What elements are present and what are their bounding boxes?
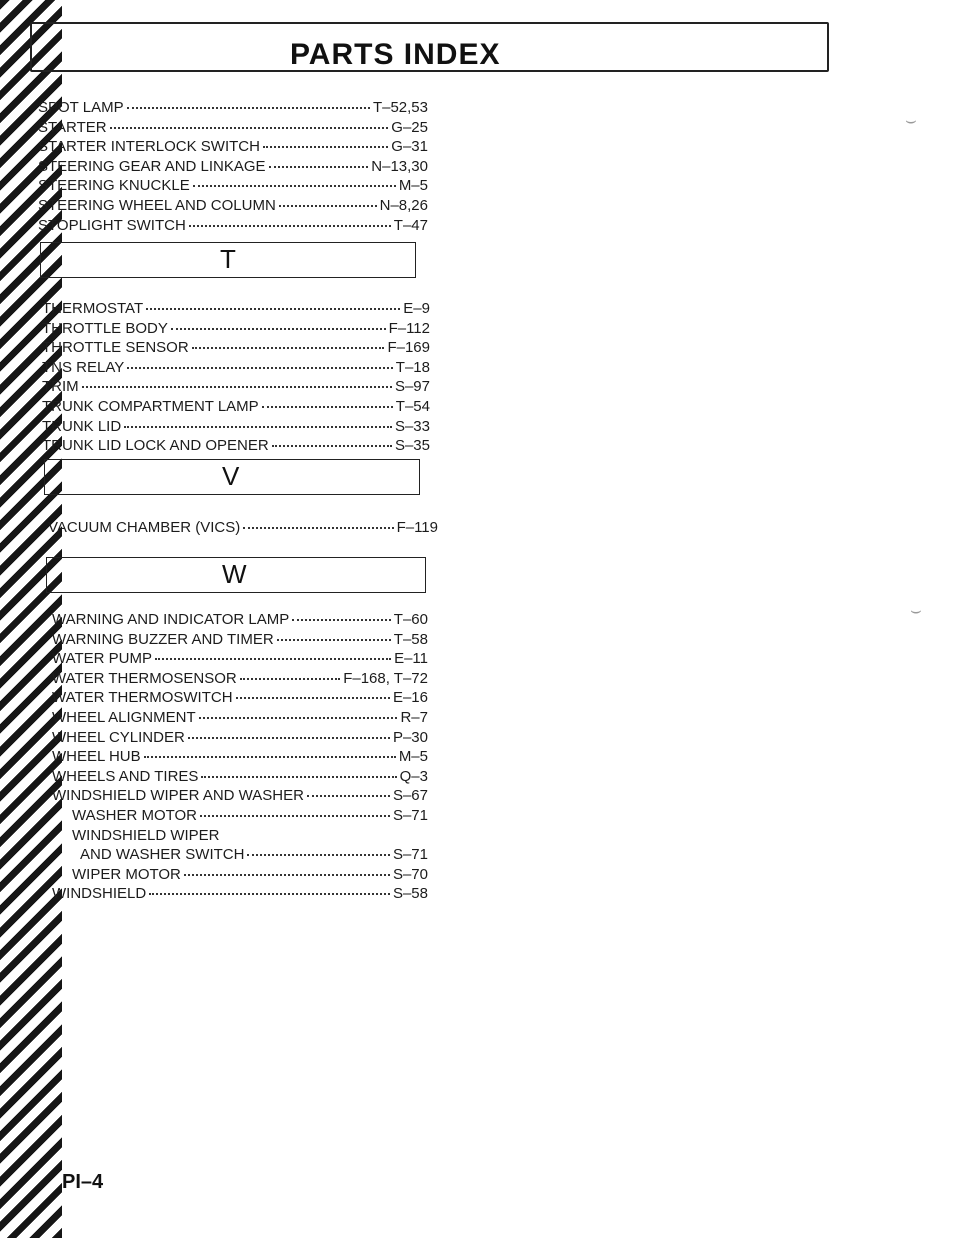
- entry-page-ref: E–16: [392, 689, 428, 707]
- index-entry: [52, 649, 428, 669]
- leader-dots: [144, 756, 396, 758]
- leader-dots: [240, 678, 340, 680]
- index-entry: [52, 630, 428, 650]
- entry-page-ref: T–47: [393, 216, 428, 234]
- index-entry: [52, 845, 428, 865]
- leader-dots: [279, 205, 377, 207]
- index-entry: [48, 518, 438, 538]
- entry-name: STARTER INTERLOCK SWITCH: [38, 138, 260, 156]
- index-entry: [38, 216, 428, 236]
- entry-name: WATER PUMP: [52, 650, 152, 668]
- entry-page-ref: M–5: [398, 748, 428, 766]
- entry-name: TRUNK LID LOCK AND OPENER: [42, 437, 269, 455]
- index-entry: [52, 884, 428, 904]
- leader-dots: [236, 697, 390, 699]
- index-entry: [52, 610, 428, 630]
- leader-dots: [127, 367, 393, 369]
- entry-page-ref: S–97: [394, 378, 430, 396]
- entry-name: TRUNK COMPARTMENT LAMP: [42, 397, 259, 415]
- entry-name: WHEEL ALIGNMENT: [52, 708, 196, 726]
- index-entry: [42, 436, 430, 456]
- index-entry: [42, 417, 430, 437]
- entry-name: THERMOSTAT: [42, 300, 144, 317]
- index-entry: [38, 98, 428, 118]
- entry-page-ref: T–54: [395, 397, 430, 415]
- entry-page-ref: T–52,53: [372, 99, 428, 116]
- entry-name: AND WASHER SWITCH: [80, 846, 245, 864]
- leader-dots: [110, 127, 389, 129]
- entry-page-ref: F–169: [387, 339, 430, 357]
- index-entry: [52, 806, 428, 826]
- index-entry: [38, 118, 428, 138]
- entry-page-ref: S–35: [394, 437, 430, 455]
- index-entry: [52, 708, 428, 728]
- entry-page-ref: M–5: [398, 177, 428, 195]
- entry-page-ref: S–71: [392, 846, 428, 864]
- entry-name: WHEELS AND TIRES: [52, 767, 199, 785]
- leader-dots: [200, 815, 390, 817]
- entry-name: WHEEL CYLINDER: [52, 728, 185, 746]
- entry-name: WINDSHIELD WIPER: [72, 826, 220, 844]
- entry-name: SPOT LAMP: [38, 99, 124, 116]
- index-entry: [52, 767, 428, 787]
- leader-dots: [192, 347, 385, 349]
- entry-name: TRUNK LID: [42, 417, 122, 435]
- entry-page-ref: E–9: [403, 300, 430, 317]
- leader-dots: [243, 527, 393, 529]
- index-entry: [52, 865, 428, 885]
- entry-page-ref: P–30: [392, 728, 428, 746]
- index-entry: [42, 338, 430, 358]
- entry-page-ref: G–25: [391, 118, 428, 136]
- entry-name: STARTER: [38, 118, 107, 136]
- entry-name: WASHER MOTOR: [72, 806, 198, 824]
- scan-mark: ⌣: [905, 110, 917, 130]
- entry-name: STOPLIGHT SWITCH: [38, 216, 186, 234]
- entry-page-ref: T–58: [393, 630, 428, 648]
- index-entry: [42, 397, 430, 417]
- entry-page-ref: S–58: [392, 885, 428, 903]
- entry-name: STEERING KNUCKLE: [38, 177, 190, 195]
- leader-dots: [269, 166, 369, 168]
- leader-dots: [184, 874, 390, 876]
- leader-dots: [193, 185, 396, 187]
- leader-dots: [188, 737, 390, 739]
- entry-name: STEERING GEAR AND LINKAGE: [38, 157, 266, 175]
- entry-page-ref: F–112: [388, 319, 430, 337]
- index-entry: [52, 669, 428, 689]
- leader-dots: [263, 146, 388, 148]
- leader-dots: [201, 776, 396, 778]
- entry-page-ref: R–7: [400, 708, 428, 726]
- leader-dots: [82, 386, 392, 388]
- leader-dots: [262, 406, 393, 408]
- section-letter-w: W: [222, 559, 247, 589]
- entry-page-ref: Q–3: [399, 767, 428, 785]
- entry-name: THROTTLE BODY: [42, 319, 168, 337]
- entry-page-ref: S–71: [392, 806, 428, 824]
- leader-dots: [146, 308, 400, 310]
- leader-dots: [171, 328, 386, 330]
- entry-name: WATER THERMOSWITCH: [52, 689, 233, 707]
- index-entry: [42, 299, 430, 319]
- index-entry: [52, 747, 428, 767]
- entry-page-ref: N–13,30: [371, 157, 428, 175]
- entries-t: [42, 299, 430, 456]
- section-letter-v: V: [222, 461, 240, 491]
- entry-name: WATER THERMOSENSOR: [52, 669, 237, 687]
- leader-dots: [149, 893, 390, 895]
- entry-page-ref: S–70: [392, 865, 428, 883]
- entries-w: [52, 610, 428, 904]
- entry-name: WINDSHIELD WIPER AND WASHER: [52, 787, 304, 805]
- index-entry: [38, 196, 428, 216]
- leader-dots: [272, 445, 392, 447]
- entry-page-ref: T–60: [393, 611, 428, 628]
- entry-name: WIPER MOTOR: [72, 865, 181, 883]
- index-entry: [42, 319, 430, 339]
- index-entry: [38, 176, 428, 196]
- entry-name: WARNING BUZZER AND TIMER: [52, 630, 274, 648]
- index-entry: [52, 688, 428, 708]
- index-entry: [42, 377, 430, 397]
- entry-name: WINDSHIELD: [52, 885, 147, 903]
- leader-dots: [199, 717, 398, 719]
- leader-dots: [247, 854, 390, 856]
- entry-page-ref: N–8,26: [379, 196, 428, 214]
- page-number: PI–4: [62, 1171, 104, 1193]
- index-entry: [38, 137, 428, 157]
- entry-page-ref: F–168, T–72: [343, 669, 428, 687]
- entries-s: [38, 98, 428, 235]
- entry-page-ref: F–119: [396, 519, 438, 536]
- entry-name: THROTTLE SENSOR: [42, 339, 189, 357]
- section-letter-t: T: [220, 244, 236, 274]
- leader-dots: [292, 619, 391, 621]
- leader-dots: [307, 795, 390, 797]
- entry-page-ref: S–33: [394, 417, 430, 435]
- entry-name: WARNING AND INDICATOR LAMP: [52, 611, 290, 628]
- scan-mark: ⌣: [910, 600, 922, 620]
- index-entry: [52, 786, 428, 806]
- index-entry: [52, 728, 428, 748]
- entry-name: TRIM: [42, 378, 79, 396]
- entry-name: STEERING WHEEL AND COLUMN: [38, 196, 276, 214]
- leader-dots: [189, 225, 391, 227]
- leader-dots: [127, 107, 370, 109]
- entry-page-ref: T–18: [395, 358, 430, 376]
- entry-name: WHEEL HUB: [52, 748, 141, 766]
- index-entry: [38, 157, 428, 177]
- page-title: PARTS INDEX: [290, 38, 501, 71]
- index-entry: [42, 358, 430, 378]
- leader-dots: [124, 426, 392, 428]
- entries-v: [48, 518, 438, 538]
- index-entry: [52, 826, 428, 846]
- leader-dots: [277, 639, 391, 641]
- leader-dots: [155, 658, 391, 660]
- entry-page-ref: S–67: [392, 787, 428, 805]
- entry-name: TNS RELAY: [42, 358, 125, 376]
- entry-page-ref: G–31: [391, 138, 428, 156]
- entry-page-ref: E–11: [394, 650, 428, 668]
- entry-name: VACUUM CHAMBER (VICS): [48, 519, 241, 536]
